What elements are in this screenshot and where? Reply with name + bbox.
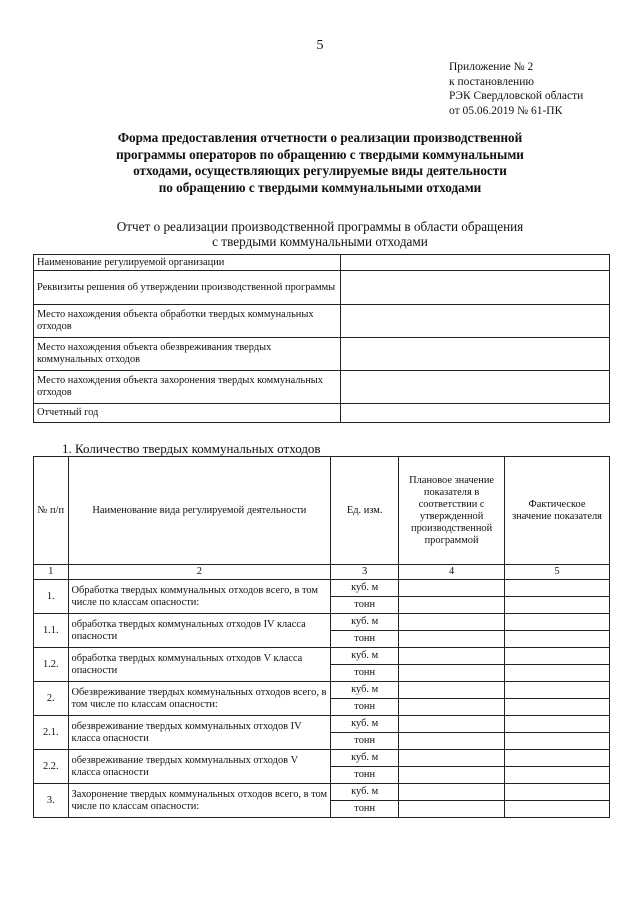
column-number: 5 <box>505 565 610 580</box>
header-name: Наименование вида регулируемой деятельности <box>68 457 331 565</box>
row-name: обезвреживание твердых коммунальных отходов IV класса опасности <box>68 716 331 750</box>
planned-value-cell[interactable] <box>399 767 505 784</box>
planned-value-cell[interactable] <box>399 733 505 750</box>
planned-value-cell[interactable] <box>399 631 505 648</box>
actual-value-cell[interactable] <box>505 631 610 648</box>
unit-cell: куб. м <box>331 580 399 597</box>
actual-value-cell[interactable] <box>505 733 610 750</box>
report-title <box>80 219 560 249</box>
info-label: Место нахождения объекта обработки твердых коммунальных отходов <box>34 305 341 338</box>
info-value-field[interactable] <box>341 255 610 271</box>
planned-value-cell[interactable] <box>399 750 505 767</box>
form-title-line-4: по обращению с твердыми коммунальными отходами <box>158 179 482 195</box>
table-row <box>34 716 610 733</box>
actual-value-cell[interactable] <box>505 750 610 767</box>
info-row <box>34 404 610 423</box>
section-title: 1. Количество твердых коммунальных отходов <box>62 441 321 456</box>
column-number: 2 <box>68 565 331 580</box>
appendix-line-1: Приложение № 2 <box>449 61 534 73</box>
row-name: Обезвреживание твердых коммунальных отходов всего, в том числе по классам опасности: <box>68 682 331 716</box>
actual-value-cell[interactable] <box>505 699 610 716</box>
planned-value-cell[interactable] <box>399 597 505 614</box>
unit-cell: куб. м <box>331 750 399 767</box>
report-title-line-1: Отчет о реализации производственной программы в области обращения <box>116 219 524 234</box>
page-number: 5 <box>316 38 324 53</box>
unit-cell: тонн <box>331 699 399 716</box>
unit-cell: куб. м <box>331 614 399 631</box>
actual-value-cell[interactable] <box>505 580 610 597</box>
row-num: 2. <box>34 682 69 716</box>
organization-info-table <box>33 254 610 423</box>
actual-value-cell[interactable] <box>505 597 610 614</box>
waste-quantity-table <box>33 456 610 818</box>
row-num: 1.1. <box>34 614 69 648</box>
planned-value-cell[interactable] <box>399 784 505 801</box>
info-row <box>34 271 610 305</box>
unit-cell: куб. м <box>331 648 399 665</box>
unit-cell: тонн <box>331 733 399 750</box>
unit-cell: куб. м <box>331 682 399 699</box>
actual-value-cell[interactable] <box>505 716 610 733</box>
info-row <box>34 338 610 371</box>
form-title-line-3: отходами, осуществляющих регулируемые виды деятельности <box>133 163 507 178</box>
row-num: 3. <box>34 784 69 818</box>
planned-value-cell[interactable] <box>399 699 505 716</box>
table-row <box>34 614 610 631</box>
planned-value-cell[interactable] <box>399 716 505 733</box>
info-value-field[interactable] <box>341 371 610 404</box>
row-num: 2.1. <box>34 716 69 750</box>
appendix-block <box>449 60 583 118</box>
actual-value-cell[interactable] <box>505 784 610 801</box>
column-numbers-row <box>34 565 610 580</box>
form-title-line-1: Форма предоставления отчетности о реализации производственной <box>117 130 523 145</box>
column-number: 3 <box>331 565 399 580</box>
unit-cell: тонн <box>331 597 399 614</box>
row-num: 2.2. <box>34 750 69 784</box>
info-label: Реквизиты решения об утверждении производственной программы <box>34 271 341 305</box>
appendix-line-4: от 05.06.2019 № 61-ПК <box>449 104 563 117</box>
header-planned: Плановое значение показателя в соответствии с утвержденной производственной программой <box>399 457 505 565</box>
unit-cell: куб. м <box>331 784 399 801</box>
planned-value-cell[interactable] <box>399 801 505 818</box>
row-name: обработка твердых коммунальных отходов IV класса опасности <box>68 614 331 648</box>
unit-cell: тонн <box>331 665 399 682</box>
row-name: Обработка твердых коммунальных отходов всего, в том числе по классам опасности: <box>68 580 331 614</box>
info-row <box>34 305 610 338</box>
column-number: 4 <box>399 565 505 580</box>
table-row <box>34 682 610 699</box>
row-num: 1. <box>34 580 69 614</box>
actual-value-cell[interactable] <box>505 682 610 699</box>
actual-value-cell[interactable] <box>505 648 610 665</box>
unit-cell: куб. м <box>331 716 399 733</box>
header-actual: Фактическое значение показателя <box>505 457 610 565</box>
appendix-line-2: к постановлению <box>449 75 534 88</box>
unit-cell: тонн <box>331 631 399 648</box>
planned-value-cell[interactable] <box>399 682 505 699</box>
actual-value-cell[interactable] <box>505 665 610 682</box>
row-name: Захоронение твердых коммунальных отходов всего, в том числе по классам опасности: <box>68 784 331 818</box>
info-label: Место нахождения объекта захоронения твердых коммунальных отходов <box>34 371 341 404</box>
table-row <box>34 648 610 665</box>
info-label: Место нахождения объекта обезвреживания твердых коммунальных отходов <box>34 338 341 371</box>
actual-value-cell[interactable] <box>505 767 610 784</box>
header-unit: Ед. изм. <box>331 457 399 565</box>
actual-value-cell[interactable] <box>505 801 610 818</box>
header-num: № п/п <box>34 457 69 565</box>
planned-value-cell[interactable] <box>399 580 505 597</box>
row-name: обезвреживание твердых коммунальных отходов V класса опасности <box>68 750 331 784</box>
unit-cell: тонн <box>331 767 399 784</box>
planned-value-cell[interactable] <box>399 648 505 665</box>
row-name: обработка твердых коммунальных отходов V класса опасности <box>68 648 331 682</box>
info-value-field[interactable] <box>341 305 610 338</box>
table-header-row <box>34 457 610 565</box>
info-value-field[interactable] <box>341 271 610 305</box>
actual-value-cell[interactable] <box>505 614 610 631</box>
info-row <box>34 255 610 271</box>
row-num: 1.2. <box>34 648 69 682</box>
info-label: Наименование регулируемой организации <box>34 255 341 271</box>
planned-value-cell[interactable] <box>399 614 505 631</box>
report-title-line-2: с твердыми коммунальными отходами <box>212 234 428 249</box>
form-title-line-2: программы операторов по обращению с твердыми коммунальными <box>116 146 524 162</box>
info-row <box>34 371 610 404</box>
table-row <box>34 750 610 767</box>
info-label: Отчетный год <box>34 404 341 423</box>
appendix-line-3: РЭК Свердловской области <box>449 90 584 102</box>
info-value-field[interactable] <box>341 338 610 371</box>
planned-value-cell[interactable] <box>399 665 505 682</box>
form-title <box>80 130 560 196</box>
info-value-field[interactable] <box>341 404 610 423</box>
table-row <box>34 580 610 597</box>
table-row <box>34 784 610 801</box>
column-number: 1 <box>34 565 69 580</box>
unit-cell: тонн <box>331 801 399 818</box>
